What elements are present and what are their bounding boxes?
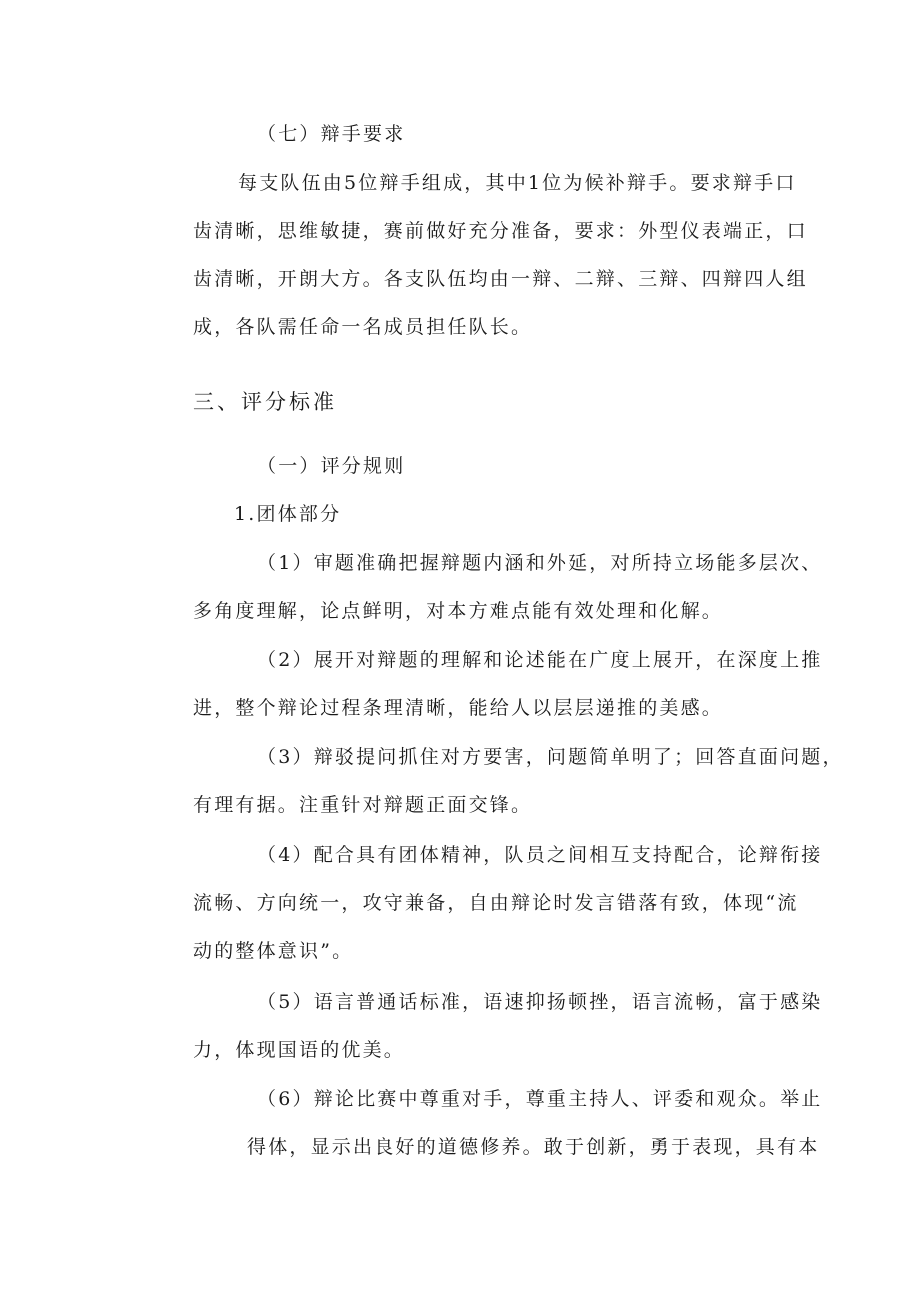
sub-heading-scoring-rules: （一）评分规则 [257,455,406,477]
section-title-debater-requirements: （七）辩手要求 [257,123,406,145]
part-title-team: 1.团体部分 [234,503,342,525]
section-heading-scoring-criteria: 三、评分标准 [193,390,337,414]
criteria-item-line: （3）辩驳提问抓住对方要害，问题简单明了；回答直面问题， [257,746,844,768]
criteria-item-line: （4）配合具有团体精神，队员之间相互支持配合，论辩衔接 [257,844,823,866]
criteria-item-line: （5）语言普通话标准，语速抑扬顿挫，语言流畅，富于感染 [257,991,823,1013]
criteria-item-line: 有理有据。注重针对辩题正面交锋。 [193,794,533,816]
criteria-item-line: 动的整体意识”。 [193,940,354,962]
criteria-item-line: 得体，显示出良好的道德修养。敢于创新，勇于表现，具有本 [247,1136,820,1158]
criteria-item-line: 进，整个辩论过程条理清晰，能给人以层层递推的美感。 [193,697,724,719]
criteria-item-line: （6）辩论比赛中尊重对手，尊重主持人、评委和观众。举止 [257,1088,823,1110]
criteria-item-line: （1）审题准确把握辩题内涵和外延，对所持立场能多层次、 [257,552,823,574]
criteria-item-line: （2）展开对辩题的理解和论述能在广度上展开，在深度上推 [257,649,823,671]
paragraph-line: 每支队伍由5位辩手组成，其中1位为候补辩手。要求辩手口 [238,172,797,194]
paragraph-line: 成，各队需任命一名成员担任队长。 [193,316,533,338]
criteria-item-line: 力，体现国语的优美。 [193,1039,406,1061]
paragraph-line: 齿清晰，思维敏捷，赛前做好充分准备，要求：外型仪表端正，口 [193,220,808,242]
paragraph-line: 齿清晰，开朗大方。各支队伍均由一辩、二辩、三辩、四辩四人组 [193,268,808,290]
criteria-item-line: 多角度理解，论点鲜明，对本方难点能有效处理和化解。 [193,600,724,622]
criteria-item-line: 流畅、方向统一，攻守兼备，自由辩论时发言错落有致，体现“流 [193,892,799,914]
